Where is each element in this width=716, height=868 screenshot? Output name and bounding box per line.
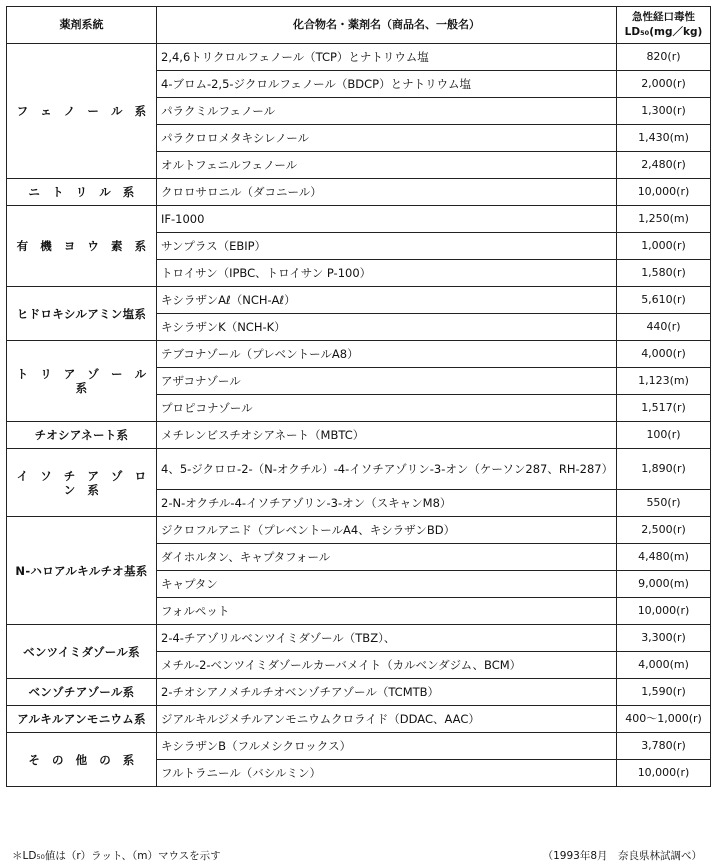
compound-cell: 2-4-チアゾリルベンツイミダゾール（TBZ）、	[157, 625, 617, 652]
ld50-cell: 4,000(r)	[617, 341, 711, 368]
ld50-cell: 2,480(r)	[617, 152, 711, 179]
system-cell: フ ェ ノ ー ル 系	[7, 44, 157, 179]
ld50-cell: 820(r)	[617, 44, 711, 71]
compound-cell: 2-チオシアノメチルチオベンゾチアゾール（TCMTB）	[157, 679, 617, 706]
compound-cell: ジアルキルジメチルアンモニウムクロライド（DDAC、AAC）	[157, 706, 617, 733]
compound-cell: キシラザンB（フルメシクロックス）	[157, 733, 617, 760]
compound-cell: クロロサロニル（ダコニール）	[157, 179, 617, 206]
header-compound: 化合物名・薬剤名（商品名、一般名）	[157, 7, 617, 44]
compound-cell: オルトフェニルフェノール	[157, 152, 617, 179]
compound-cell: 2-N-オクチル-4-イソチアゾリン-3-オン（スキャンM8）	[157, 490, 617, 517]
ld50-cell: 1,300(r)	[617, 98, 711, 125]
header-system: 薬剤系統	[7, 7, 157, 44]
compound-cell: トロイサン（IPBC、トロイサン P-100）	[157, 260, 617, 287]
compound-cell: プロピコナゾール	[157, 395, 617, 422]
system-cell: ベンツイミダゾール系	[7, 625, 157, 679]
ld50-cell: 1,517(r)	[617, 395, 711, 422]
table-row	[7, 44, 711, 71]
ld50-cell: 1,250(m)	[617, 206, 711, 233]
ld50-cell: 2,500(r)	[617, 517, 711, 544]
table-row	[7, 206, 711, 233]
compound-cell: 4-ブロム-2,5-ジクロルフェノール（BDCP）とナトリウム塩	[157, 71, 617, 98]
ld50-cell: 4,000(m)	[617, 652, 711, 679]
table-row	[7, 287, 711, 314]
ld50-cell: 10,000(r)	[617, 760, 711, 787]
compound-cell: アザコナゾール	[157, 368, 617, 395]
ld50-cell: 550(r)	[617, 490, 711, 517]
compound-cell: メチレンビスチオシアネート（MBTC）	[157, 422, 617, 449]
header-row	[7, 7, 711, 44]
ld50-cell: 10,000(r)	[617, 598, 711, 625]
table-body	[7, 44, 711, 787]
ld50-cell: 3,300(r)	[617, 625, 711, 652]
ld50-cell: 1,590(r)	[617, 679, 711, 706]
source-note: （1993年8月 奈良県林試調べ）	[542, 850, 702, 862]
compound-cell: キャプタン	[157, 571, 617, 598]
ld50-cell: 1,580(r)	[617, 260, 711, 287]
table-row	[7, 179, 711, 206]
compound-cell: ダイホルタン、キャプタフォール	[157, 544, 617, 571]
compound-cell: キシラザンK（NCH-K）	[157, 314, 617, 341]
system-cell: ヒドロキシルアミン塩系	[7, 287, 157, 341]
table-row	[7, 517, 711, 544]
table-row	[7, 679, 711, 706]
compound-cell: フォルペット	[157, 598, 617, 625]
system-cell: ト リ ア ゾ ー ル 系	[7, 341, 157, 422]
table-row	[7, 422, 711, 449]
table-row	[7, 733, 711, 760]
header-toxicity-line2: LD₅₀(mg／kg)	[624, 26, 703, 38]
table-row	[7, 625, 711, 652]
compound-cell: テブコナゾール（プレベントールA8）	[157, 341, 617, 368]
ld50-cell: 440(r)	[617, 314, 711, 341]
system-cell: N-ハロアルキルチオ基系	[7, 517, 157, 625]
ld50-cell: 9,000(m)	[617, 571, 711, 598]
compound-cell: パラクミルフェノール	[157, 98, 617, 125]
ld50-cell: 100(r)	[617, 422, 711, 449]
compound-cell: キシラザンAℓ（NCH-Aℓ）	[157, 287, 617, 314]
ld50-cell: 1,430(m)	[617, 125, 711, 152]
table-row	[7, 706, 711, 733]
table-row	[7, 341, 711, 368]
ld50-cell: 5,610(r)	[617, 287, 711, 314]
compound-cell: IF-1000	[157, 206, 617, 233]
compound-cell: フルトラニール（バシルミン）	[157, 760, 617, 787]
compound-cell: サンプラス（EBIP）	[157, 233, 617, 260]
compound-cell: ジクロフルアニド（プレベントールA4、キシラザンBD）	[157, 517, 617, 544]
ld50-cell: 400～1,000(r)	[617, 706, 711, 733]
compound-cell: 2,4,6トリクロルフェノール（TCP）とナトリウム塩	[157, 44, 617, 71]
system-cell: アルキルアンモニウム系	[7, 706, 157, 733]
header-toxicity-line1: 急性経口毒性	[632, 11, 695, 23]
compound-cell: メチル-2-ベンツイミダゾールカーバメイト（カルベンダジム、BCM）	[157, 652, 617, 679]
ld50-cell: 10,000(r)	[617, 179, 711, 206]
ld50-cell: 4,480(m)	[617, 544, 711, 571]
compound-cell: 4、5-ジクロロ-2-（N-オクチル）-4-イソチアゾリン-3-オン（ケーソン287、RH-287）	[157, 449, 617, 490]
toxicity-table	[6, 6, 711, 787]
footnote-ld50: ＊LD₅₀値は（r）ラット、（m）マウスを示す	[12, 850, 221, 862]
system-cell: そ の 他 の 系	[7, 733, 157, 787]
table-row	[7, 449, 711, 490]
system-cell: ニ ト リ ル 系	[7, 179, 157, 206]
system-cell: チオシアネート系	[7, 422, 157, 449]
compound-cell: パラクロロメタキシレノール	[157, 125, 617, 152]
ld50-cell: 3,780(r)	[617, 733, 711, 760]
ld50-cell: 2,000(r)	[617, 71, 711, 98]
system-cell: ベンゾチアゾール系	[7, 679, 157, 706]
system-cell: 有 機 ヨ ウ 素 系	[7, 206, 157, 287]
header-toxicity	[617, 7, 711, 44]
ld50-cell: 1,000(r)	[617, 233, 711, 260]
system-cell: イ ソ チ ア ゾ ロ ン 系	[7, 449, 157, 517]
ld50-cell: 1,890(r)	[617, 449, 711, 490]
ld50-cell: 1,123(m)	[617, 368, 711, 395]
